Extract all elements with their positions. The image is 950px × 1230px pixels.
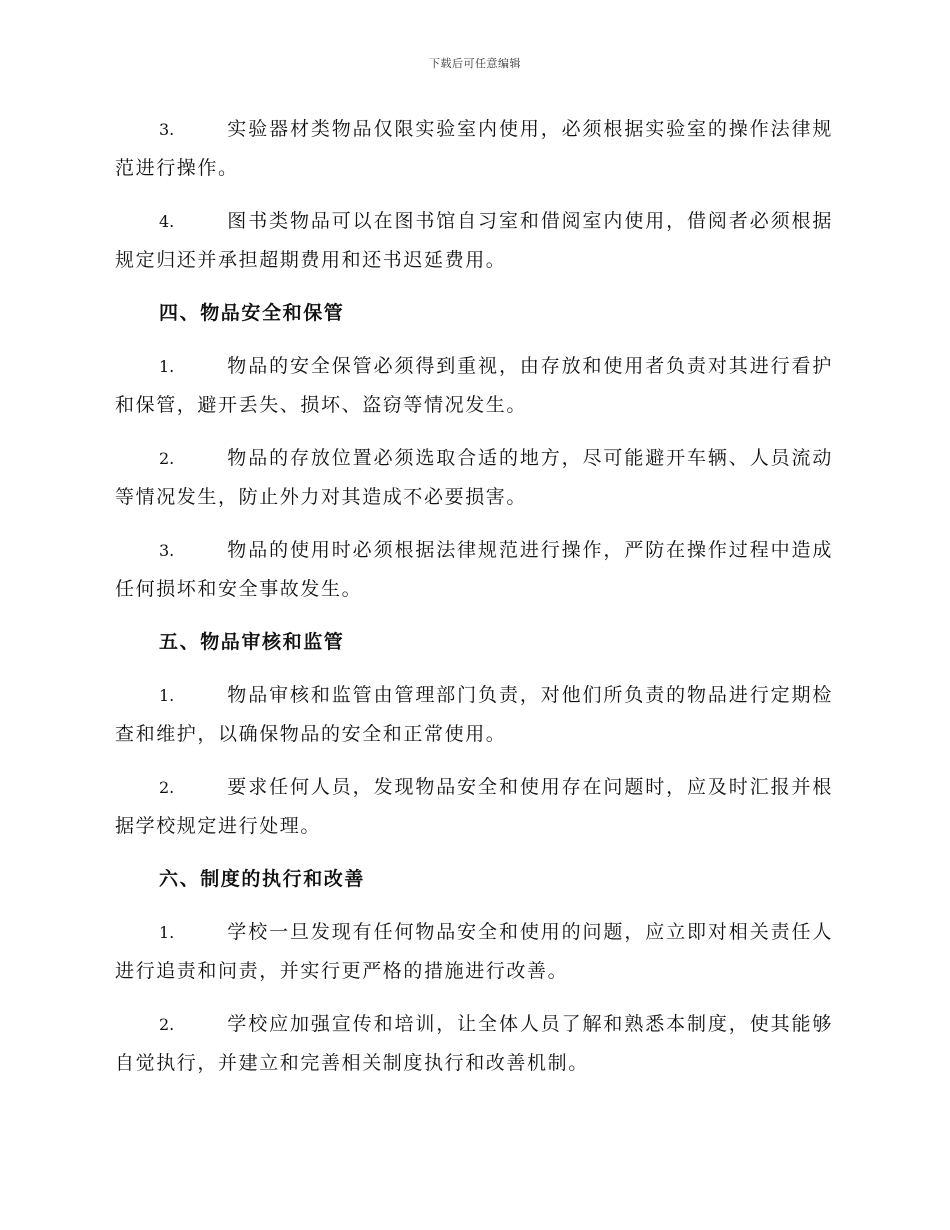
item-text: 物品的安全保管必须得到重视，由存放和使用者负责对其进行看护和保管，避开丢失、损坏、盗窃等情况发生。 — [115, 355, 833, 416]
item-number: 3. — [159, 541, 175, 560]
page-header: 下载后可任意编辑 — [429, 57, 521, 70]
item-text: 学校一旦发现有任何物品安全和使用的问题，应立即对相关责任人进行追责和问责，并实行更严格的措施进行改善。 — [115, 921, 833, 982]
item-text: 要求任何人员，发现物品安全和使用存在问题时，应及时汇报并根据学校规定进行处理。 — [115, 776, 833, 837]
section-heading: 五、物品审核和监管 — [159, 631, 345, 653]
list-item — [115, 439, 833, 516]
section-heading: 四、物品安全和保管 — [159, 302, 345, 324]
item-text: 物品审核和监管由管理部门负责，对他们所负责的物品进行定期检查和维护，以确保物品的安全和正常使用。 — [115, 684, 833, 745]
item-text: 实验器材类物品仅限实验室内使用，必须根据实验室的操作法律规范进行操作。 — [115, 118, 833, 179]
list-item — [115, 110, 833, 187]
item-number: 1. — [159, 686, 175, 705]
item-text: 学校应加强宣传和培训，让全体人员了解和熟悉本制度，使其能够自觉执行，并建立和完善相关制度执行和改善机制。 — [115, 1013, 833, 1074]
item-number: 3. — [159, 120, 175, 139]
section-heading: 六、制度的执行和改善 — [159, 868, 366, 890]
item-text: 物品的存放位置必须选取合适的地方，尽可能避开车辆、人员流动等情况发生，防止外力对其造成不必要损害。 — [115, 447, 833, 508]
item-number: 2. — [159, 1015, 175, 1034]
item-number: 2. — [159, 449, 175, 468]
list-item — [115, 676, 833, 753]
item-text: 物品的使用时必须根据法律规范进行操作，严防在操作过程中造成任何损坏和安全事故发生。 — [115, 539, 833, 600]
item-number: 1. — [159, 923, 175, 942]
list-item — [115, 1005, 833, 1082]
list-item — [115, 347, 833, 424]
item-number: 1. — [159, 357, 175, 376]
list-item — [115, 202, 833, 279]
item-text: 图书类物品可以在图书馆自习室和借阅室内使用，借阅者必须根据规定归还并承担超期费用和还书迟延费用。 — [115, 210, 833, 271]
list-item — [115, 768, 833, 845]
list-item — [115, 913, 833, 990]
list-item — [115, 531, 833, 608]
document-body — [115, 110, 833, 1097]
item-number: 2. — [159, 778, 175, 797]
item-number: 4. — [159, 212, 175, 231]
